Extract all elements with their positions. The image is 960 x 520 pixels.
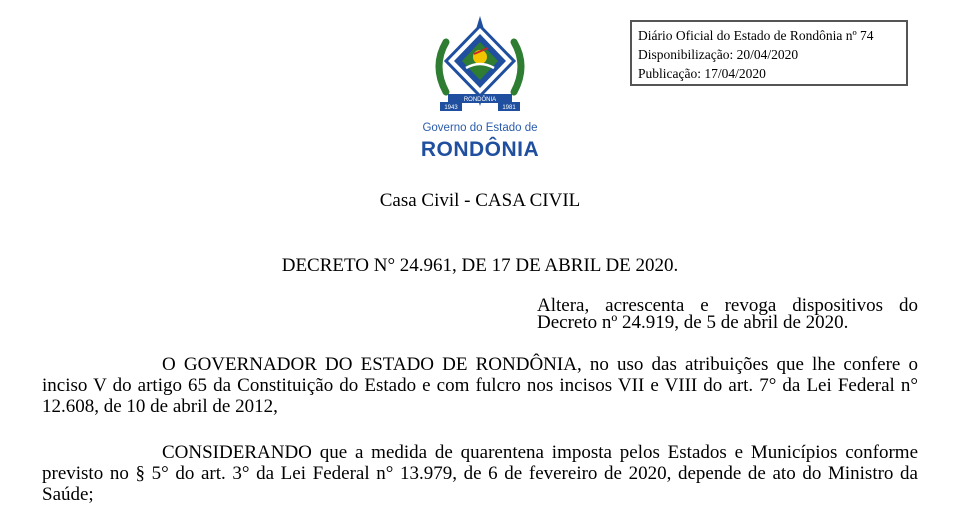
year-right: 1981 — [502, 105, 516, 111]
preamble-paragraph: O GOVERNADOR DO ESTADO DE RONDÔNIA, no uso das atribuições que lhe confere o inciso V do artigo 65 da Constituição do Estado e com fulcro nos incisos VII e VIII do art. 7° da Lei Federal n° 12.608, de 10 de abril de 2012, — [42, 354, 918, 417]
ribbon-text: RONDÔNIA — [463, 97, 497, 103]
gazette-info-box — [630, 20, 908, 86]
availability-date: Disponibilização: 20/04/2020 — [638, 47, 799, 62]
decree-summary: Altera, acrescenta e revoga dispositivos do Decreto nº 24.919, de 5 de abril de 2020. — [537, 295, 918, 333]
logo-subtitle: Governo do Estado de — [422, 122, 538, 134]
department-heading: Casa Civil - CASA CIVIL — [379, 190, 581, 211]
publication-date: Publicação: 17/04/2020 — [638, 66, 766, 81]
year-left: 1943 — [444, 105, 458, 111]
logo-state-name: RONDÔNIA — [420, 138, 540, 161]
coat-of-arms-icon — [426, 14, 534, 118]
government-logo — [410, 14, 550, 168]
decree-title: DECRETO N° 24.961, DE 17 DE ABRIL DE 2020. — [281, 255, 679, 276]
gazette-edition: Diário Oficial do Estado de Rondônia nº 74 — [638, 28, 874, 43]
considering-paragraph: CONSIDERANDO que a medida de quarentena imposta pelos Estados e Municípios conforme previsto no § 5° do art. 3° da Lei Federal n° 13.979, de 6 de fevereiro de 2020, depende de ato do Ministro da Saúde; — [42, 442, 918, 505]
